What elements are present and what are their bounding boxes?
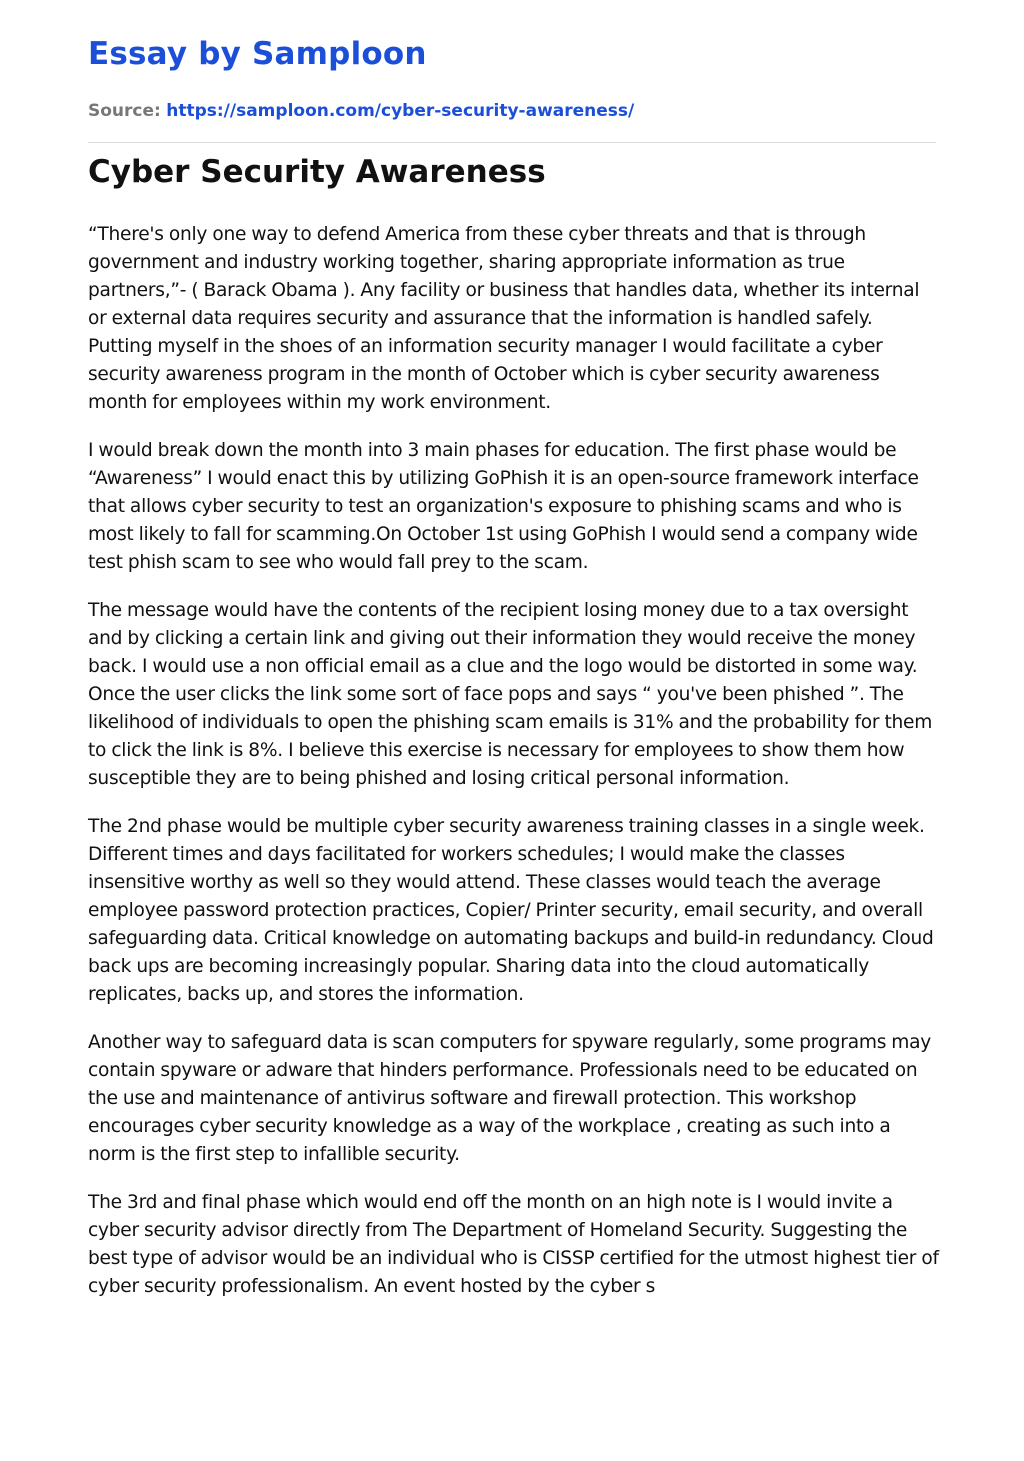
paragraph-2: I would break down the month into 3 main phases for education. The first phase would be “Awareness” I would enact this by utilizing GoPhish it is an open-source framework interface that allows cyber security to test an organization's exposure to phishing scams and who is most likely to fall for scamming.On October 1st using GoPhish I would send a company wide test phish scam to see who would fall prey to the scam.: [88, 440, 919, 573]
essay-title: Cyber Security Awareness: [88, 154, 546, 190]
source-label: Source:: [88, 101, 161, 121]
paragraph-6: The 3rd and final phase which would end off the month on an high note is I would invite a cyber security advisor directly from The Department of Homeland Security. Suggesting the best type of advisor would be an individual who is CISSP certified for the utmost highest tier of cyber security professionalism. An event hosted by the cyber s: [88, 1192, 939, 1297]
source-link[interactable]: https://samploon.com/cyber-security-awareness/: [166, 101, 635, 121]
paragraph-5: Another way to safeguard data is scan computers for spyware regularly, some programs may contain spyware or adware that hinders performance. Professionals need to be educated on the use and maintenance of antivirus software and firewall protection. This workshop encourages cyber security knowledge as a way of the workplace , creating as such into a norm is the first step to infallible security.: [88, 1032, 932, 1165]
source-line: [88, 101, 634, 121]
brand-title: Essay by Samploon: [88, 36, 427, 72]
paragraph-4: The 2nd phase would be multiple cyber security awareness training classes in a single week. Different times and days facilitated for workers schedules; I would make the classes insensitive worthy as well so they would attend. These classes would teach the average employee password protection practices, Copier/ Printer security, email security, and overall safeguarding data. Critical knowledge on automating backups and build-in redundancy. Cloud back ups are becoming increasingly popular. Sharing data into the cloud automatically replicates, backs up, and stores the information.: [88, 816, 934, 1005]
paragraph-1: “There's only one way to defend America from these cyber threats and that is through government and industry working together, sharing appropriate information as true partners,”- ( Barack Obama ). Any facility or business that handles data, whether its internal or external data requires security and assurance that the information is handled safely. Putting myself in the shoes of an information security manager I would facilitate a cyber security awareness program in the month of October which is cyber security awareness month for employees within my work environment.: [88, 224, 920, 413]
paragraph-3: The message would have the contents of the recipient losing money due to a tax oversight and by clicking a certain link and giving out their information they would receive the money back. I would use a non official email as a clue and the logo would be distorted in some way. Once the user clicks the link some sort of face pops and says “ you've been phished ”. The likelihood of individuals to open the phishing scam emails is 31% and the probability for them to click the link is 8%. I believe this exercise is necessary for employees to show them how susceptible they are to being phished and losing critical personal information.: [88, 600, 933, 789]
header-divider: [88, 142, 936, 143]
essay-body: [88, 221, 940, 1321]
